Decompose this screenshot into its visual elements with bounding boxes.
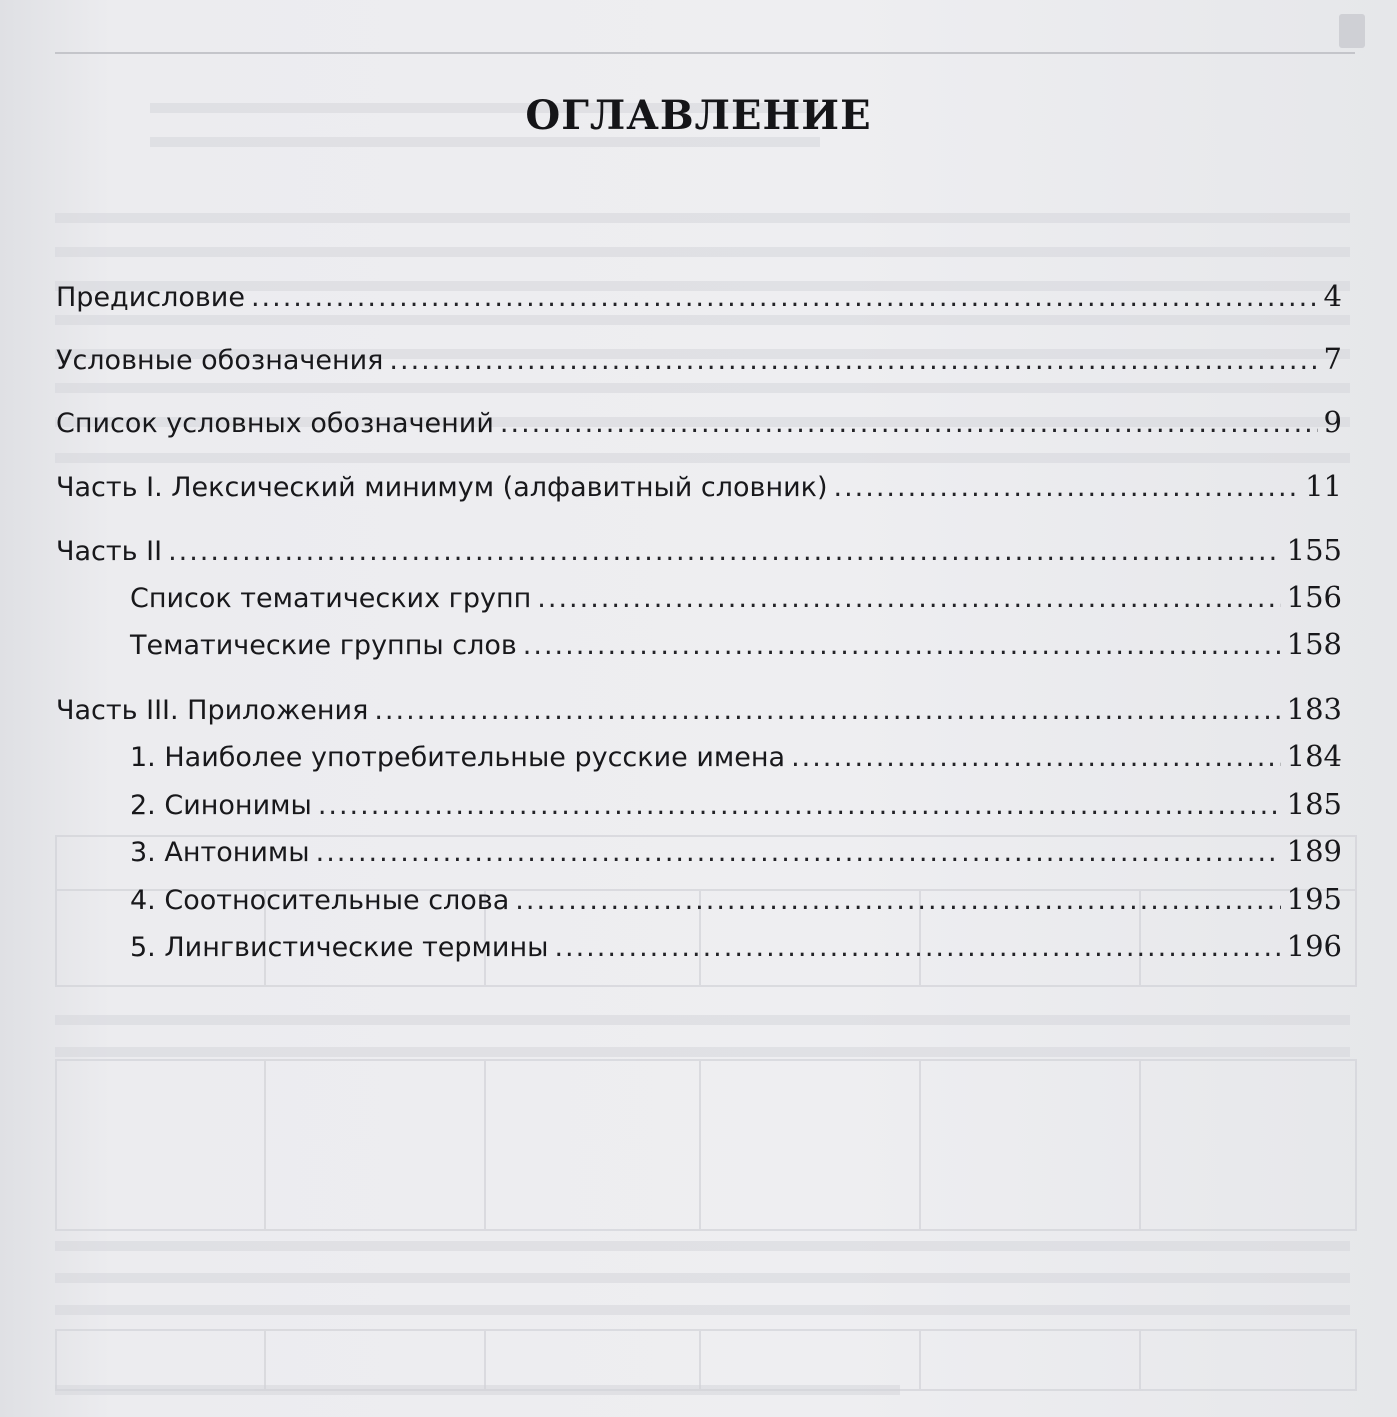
toc-page-number: 9: [1323, 405, 1342, 439]
toc-page-number: 195: [1286, 882, 1342, 916]
dot-leader: [318, 782, 1281, 830]
toc-entry-part-2[interactable]: [56, 526, 1342, 574]
toc-page-number: 185: [1286, 787, 1342, 821]
toc-page-number: 4: [1323, 279, 1342, 313]
toc-page-number: 155: [1286, 533, 1342, 567]
dot-leader: [554, 924, 1280, 972]
toc-entry-part-1[interactable]: [56, 462, 1342, 510]
toc-entry-thematic-groups-list[interactable]: [130, 573, 1342, 621]
toc-entry-label: Условные обозначения: [56, 345, 384, 376]
toc-entry-thematic-word-groups[interactable]: [130, 620, 1342, 668]
toc-entry-antonyms[interactable]: [130, 827, 1342, 875]
toc-entry-linguistic-terms[interactable]: [130, 922, 1342, 970]
toc-entry-common-names[interactable]: [130, 732, 1342, 780]
page-corner-mark: [1339, 14, 1365, 48]
dot-leader: [374, 687, 1280, 735]
toc-entry-label: Список условных обозначений: [56, 408, 494, 439]
dot-leader: [515, 877, 1280, 925]
toc-title: ОГЛАВЛЕНИЕ: [525, 92, 872, 139]
toc-entry-synonyms[interactable]: [130, 780, 1342, 828]
toc-entry-label: 1. Наиболее употребительные русские имена: [130, 742, 786, 773]
dot-leader: [537, 575, 1280, 623]
dot-leader: [389, 337, 1317, 385]
toc-entry-part-3[interactable]: [56, 685, 1342, 733]
toc-entry-preface[interactable]: [56, 272, 1342, 320]
dot-leader: [523, 622, 1281, 670]
dot-leader: [500, 400, 1318, 448]
toc-entry-label: Список тематических групп: [130, 583, 532, 614]
toc-entry-label: 2. Синонимы: [130, 790, 312, 821]
toc-entry-correlative-words[interactable]: [130, 875, 1342, 923]
dot-leader: [316, 829, 1281, 877]
toc-page-number: 7: [1323, 342, 1342, 376]
toc-page-number: 184: [1286, 739, 1342, 773]
dot-leader: [834, 464, 1300, 512]
toc-entry-label: Тематические группы слов: [130, 630, 517, 661]
toc-entry-label: 4. Соотносительные слова: [130, 885, 510, 916]
toc-page-number: 183: [1286, 692, 1342, 726]
toc-entry-label: Предисловие: [56, 282, 245, 313]
toc-entry-label: Часть III. Приложения: [56, 695, 369, 726]
toc-page-number: 189: [1286, 834, 1342, 868]
toc-entry-label: 3. Антонимы: [130, 837, 310, 868]
running-header-rule: [55, 0, 1355, 54]
toc-entry-label: 5. Лингвистические термины: [130, 932, 549, 963]
toc-page-number: 156: [1286, 580, 1342, 614]
dot-leader: [168, 528, 1281, 576]
toc-page-number: 11: [1305, 469, 1342, 503]
dot-leader: [251, 274, 1318, 322]
toc-entry-abbreviations[interactable]: [56, 398, 1342, 446]
dot-leader: [791, 734, 1281, 782]
toc-page-number: 196: [1286, 929, 1342, 963]
toc-entry-label: Часть I. Лексический минимум (алфавитный словник): [56, 472, 828, 503]
toc-entry-conventions[interactable]: [56, 335, 1342, 383]
toc-page-number: 158: [1286, 627, 1342, 661]
toc-entry-label: Часть II: [56, 536, 163, 567]
